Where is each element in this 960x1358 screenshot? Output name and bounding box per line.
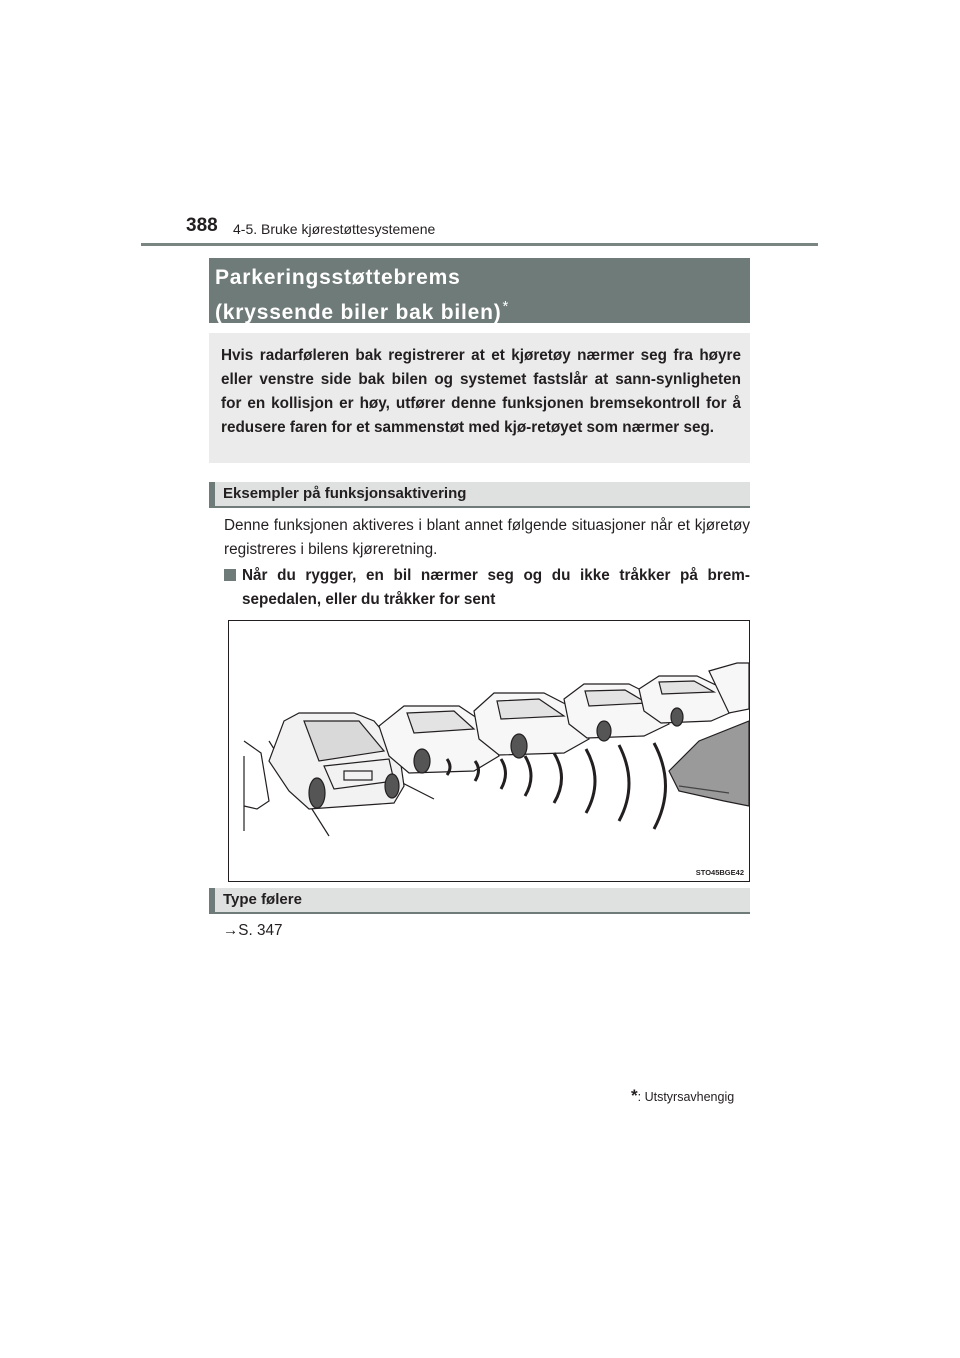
- subheading-bar: [209, 888, 215, 914]
- title-line-1: Parkeringsstøttebrems: [215, 266, 461, 289]
- car-scene-drawing: [229, 621, 749, 881]
- page-title: [209, 258, 750, 323]
- illustration-code: STO45BGE42: [695, 868, 744, 877]
- approaching-car: [669, 721, 749, 806]
- subheading-label: Type følere: [223, 891, 302, 908]
- subheading-bar: [209, 482, 215, 508]
- page-number: 388: [186, 215, 218, 236]
- footnote-text: : Utstyrsavhengig: [637, 1090, 735, 1104]
- title-asterisk: *: [502, 298, 510, 315]
- footnote-star: *: [631, 1086, 638, 1105]
- bullet-square-icon: [224, 569, 236, 581]
- footnote: [631, 1086, 734, 1106]
- section-header: 4-5. Bruke kjørestøttesystemene: [233, 221, 436, 237]
- header-divider: [141, 243, 818, 246]
- intro-summary: Hvis radarføleren bak registrerer at et kjøretøy nærmer seg fra høyre eller venstre side bak bilen og systemet fastslår at sann-synligheten for en kollisjon er høy, utfører denne funksjonen bremsekontroll for å redusere faren for et sammenstøt med kjø-retøyet som nærmer seg.: [209, 333, 750, 463]
- subheading-examples: [209, 482, 750, 508]
- partial-car-left: [244, 741, 269, 809]
- body-paragraph: Denne funksjonen aktiveres i blant annet følgende situasjoner når et kjøretøy registreres i bilens kjøreretning.: [224, 517, 750, 558]
- subheading-sensor-type: [209, 888, 750, 914]
- title-line-2: (kryssende biler bak bilen): [215, 301, 502, 324]
- subheading-label: Eksempler på funksjonsaktivering: [223, 485, 467, 502]
- bullet-item: Når du rygger, en bil nærmer seg og du ikke tråkker på brem-sepedalen, eller du tråkker for sent: [242, 567, 750, 608]
- illustration-parking-scene: [228, 620, 750, 882]
- page-reference-link[interactable]: →S. 347: [223, 922, 283, 939]
